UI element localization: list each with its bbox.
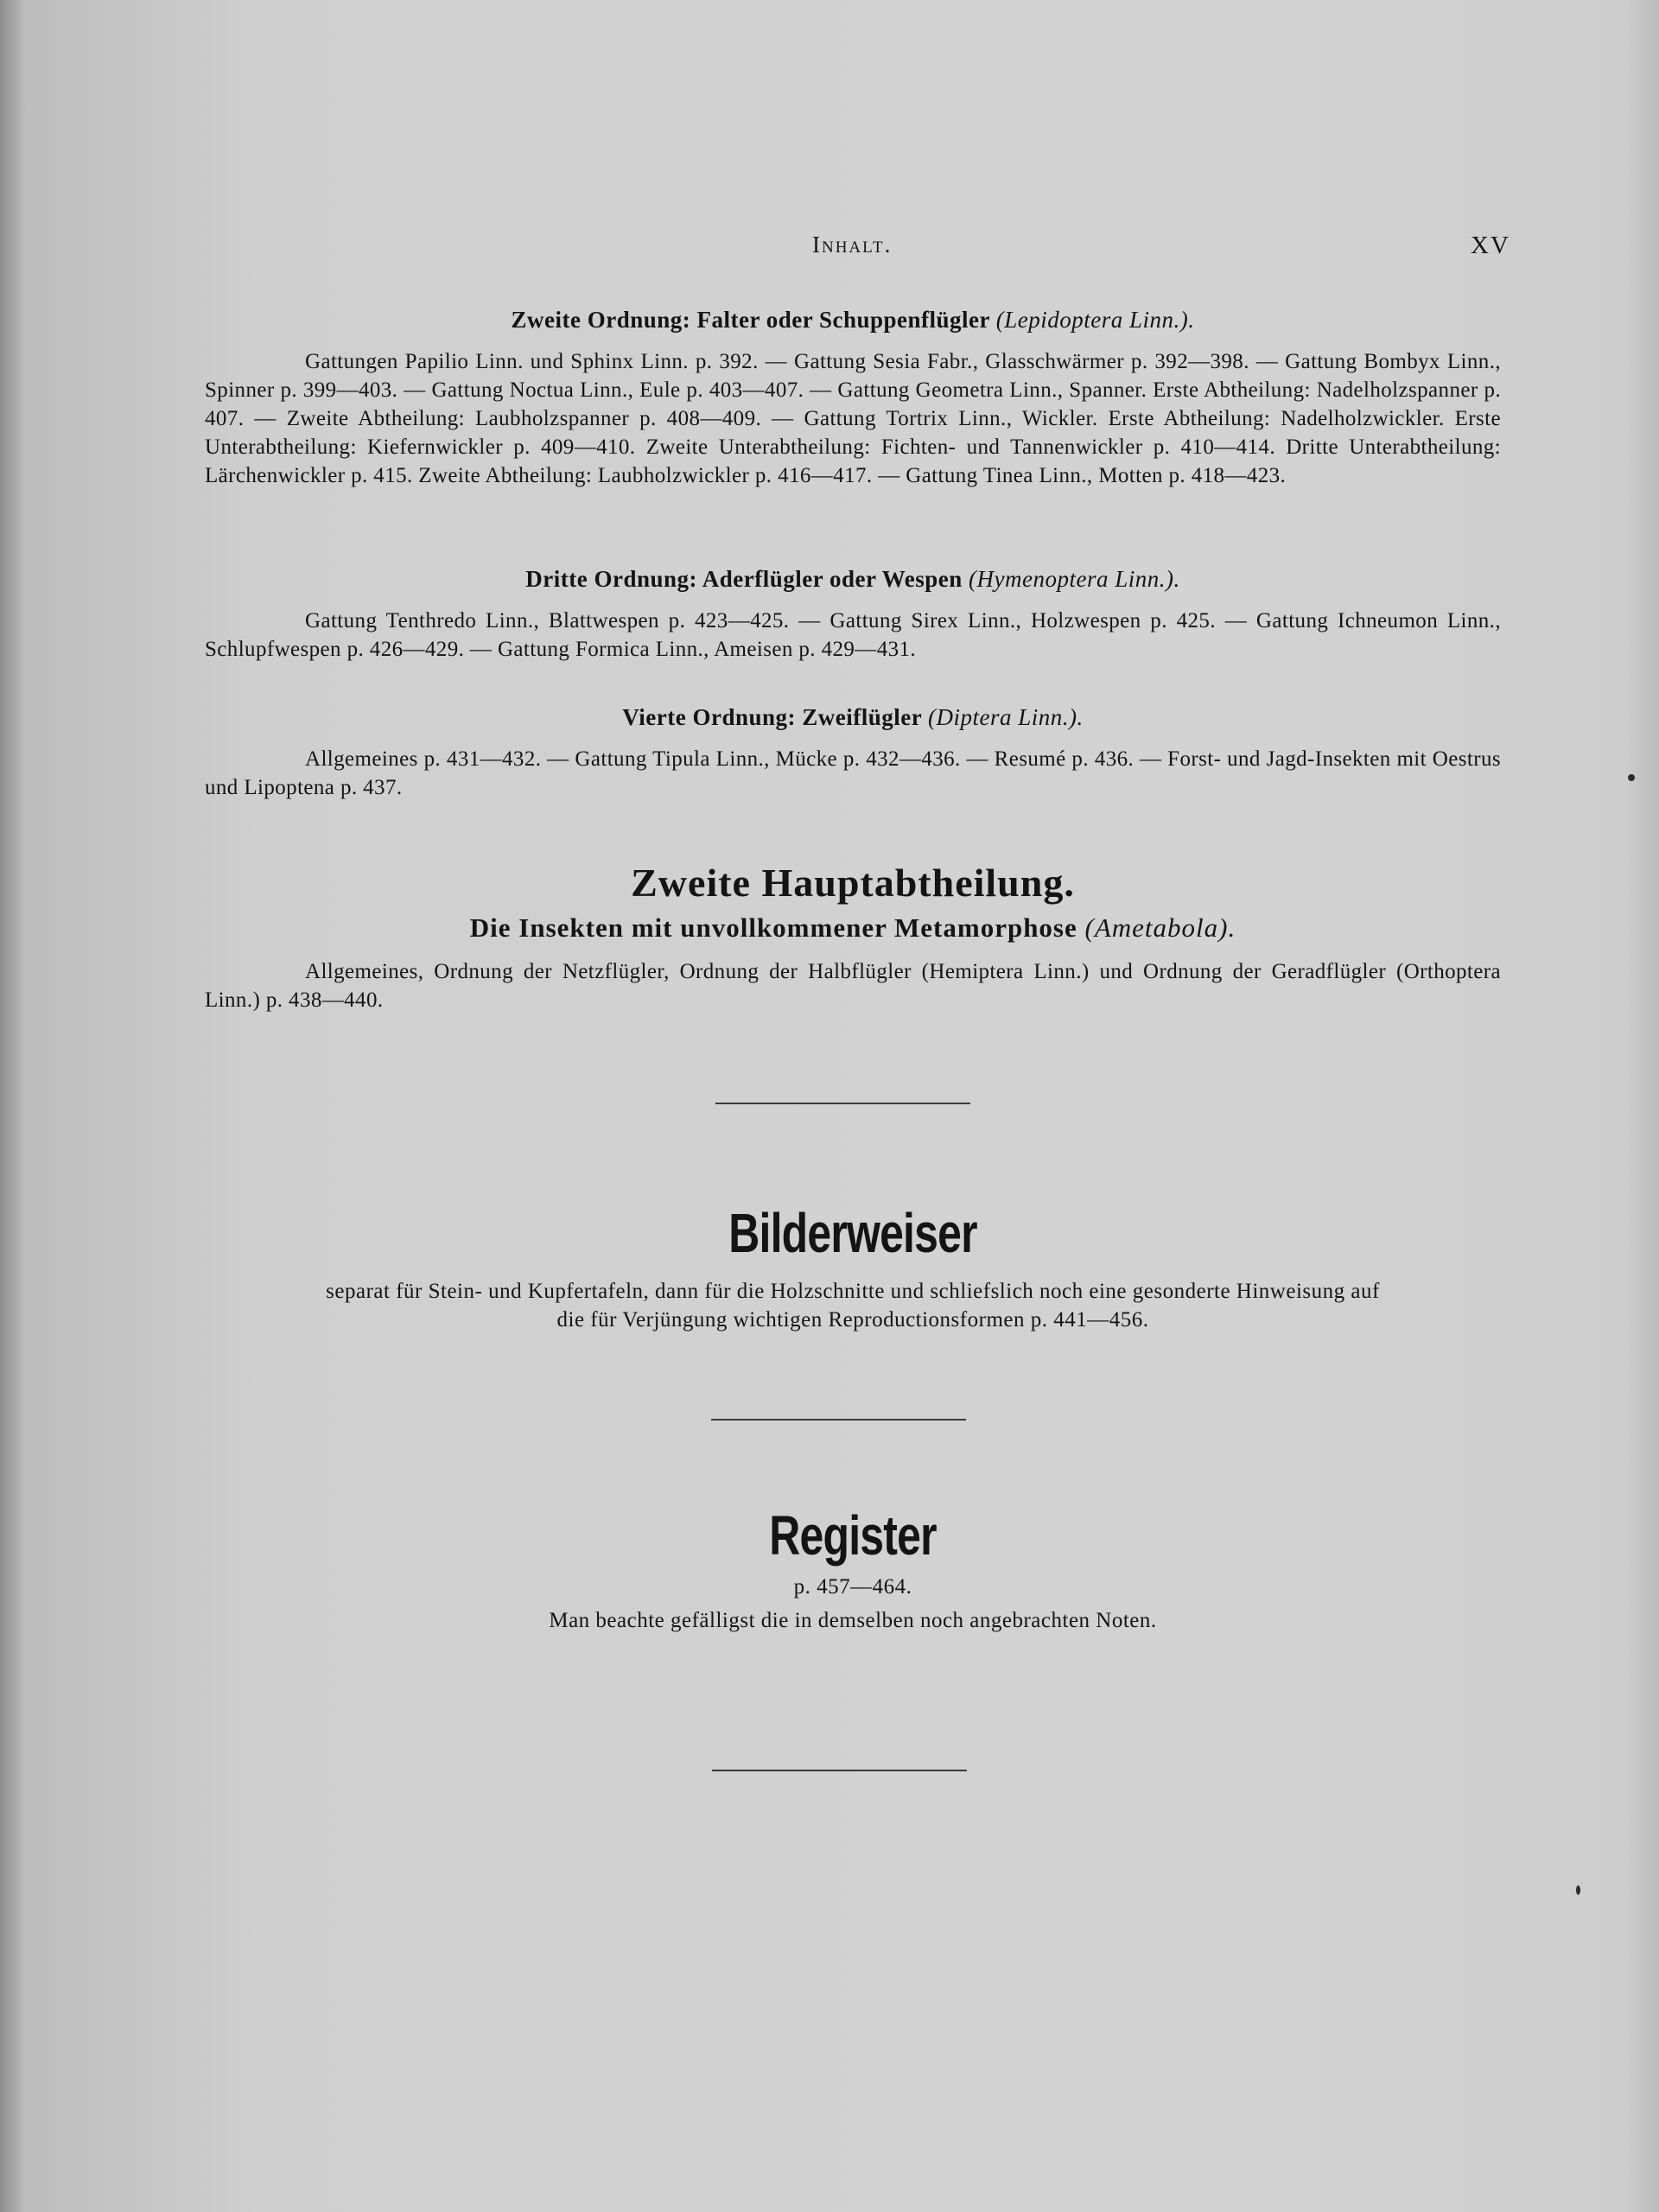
- section-heading-latin: (Diptera Linn.).: [927, 704, 1084, 730]
- hauptabtheilung-block: [205, 860, 1501, 1014]
- divider-rule: [715, 1103, 970, 1104]
- register-note: Man beachte gefälligst die in demselben noch angebrachten Noten.: [549, 1609, 1157, 1632]
- section-heading: [205, 307, 1501, 334]
- page-header: [0, 232, 1659, 266]
- divider-rule: [711, 1419, 966, 1421]
- section-heading-title: Vierte Ordnung: Zweiflügler: [622, 704, 922, 730]
- section-heading-latin: (Lepidoptera Linn.).: [995, 307, 1195, 333]
- scan-speck: [1628, 774, 1635, 781]
- section-heading-title: Zweite Ordnung: Falter oder Schuppenflügler: [511, 307, 990, 333]
- hauptabtheilung-subtitle-latin: (Ametabola).: [1084, 912, 1236, 943]
- scan-speck: [1576, 1885, 1580, 1895]
- section-text: Allgemeines p. 431—432. — Gattung Tipula Linn., Mücke p. 432—436. — Resumé p. 436. — Forst- und Jagd-Insekten mit Oestrus und Lipoptena p. 437.: [205, 747, 1501, 799]
- section-heading: [205, 704, 1501, 731]
- bilderweiser-line-1: separat für Stein- und Kupfertafeln, dann für die Holzschnitte und schliefslich noch eine gesonderte Hinweisung auf: [326, 1280, 1380, 1303]
- section-lepidoptera: [205, 307, 1501, 490]
- register-pages: p. 457—464.: [793, 1575, 912, 1599]
- divider-rule: [712, 1770, 967, 1771]
- running-head: Inhalt.: [812, 232, 893, 257]
- page-number: XV: [1471, 232, 1510, 259]
- hauptabtheilung-text: Allgemeines, Ordnung der Netzflügler, Ordnung der Halbflügler (Hemiptera Linn.) und Ordnung der Geradflügler (Orthoptera Linn.) p. 438—440.: [205, 960, 1501, 1012]
- register-title: Register: [769, 1504, 937, 1567]
- section-text: Gattung Tenthredo Linn., Blattwespen p. 423—425. — Gattung Sirex Linn., Holzwespen p. 425. — Gattung Ichneumon Linn., Schlupfwespen p. 426—429. — Gattung Formica Linn., Ameisen p. 429—431.: [205, 609, 1501, 661]
- bilderweiser-title: Bilderweiser: [728, 1202, 977, 1264]
- section-heading-title: Dritte Ordnung: Aderflügler oder Wespen: [525, 566, 963, 592]
- hauptabtheilung-subtitle: [205, 912, 1501, 944]
- bilderweiser-line-2: die für Verjüngung wichtigen Reproductionsformen p. 441—456.: [556, 1308, 1149, 1332]
- hauptabtheilung-subtitle-main: Die Insekten mit unvollkommener Metamorphose: [469, 912, 1077, 943]
- bilderweiser-block: [205, 1201, 1501, 1334]
- register-block: [205, 1503, 1501, 1635]
- section-heading: [205, 566, 1501, 593]
- hauptabtheilung-title: Zweite Hauptabtheilung.: [631, 861, 1075, 905]
- section-heading-latin: (Hymenoptera Linn.).: [969, 566, 1180, 592]
- section-text: Gattungen Papilio Linn. und Sphinx Linn. p. 392. — Gattung Sesia Fabr., Glasschwärmer p. 392—398. — Gattung Bombyx Linn., Spinner p. 399—403. — Gattung Noctua Linn., Eule p. 403—407. — Gattung Geometra Linn., Spanner. Erste Abtheilung: Nadelholzspanner p. 407. — Zweite Abtheilung: Laubholzspanner p. 408—409. — Gattung Tortrix Linn., Wickler. Erste Abtheilung: Nadelholzwickler. Erste Unterabtheilung: Kiefernwickler p. 409—410. Zweite Unterabtheilung: Fichten- und Tannenwickler p. 410—414. Dritte Unterabtheilung: Lärchenwickler p. 415. Zweite Abtheilung: Laubholzwickler p. 416—417. — Gattung Tinea Linn., Motten p. 418—423.: [205, 350, 1501, 487]
- section-diptera: [205, 704, 1501, 802]
- section-hymenoptera: [205, 566, 1501, 664]
